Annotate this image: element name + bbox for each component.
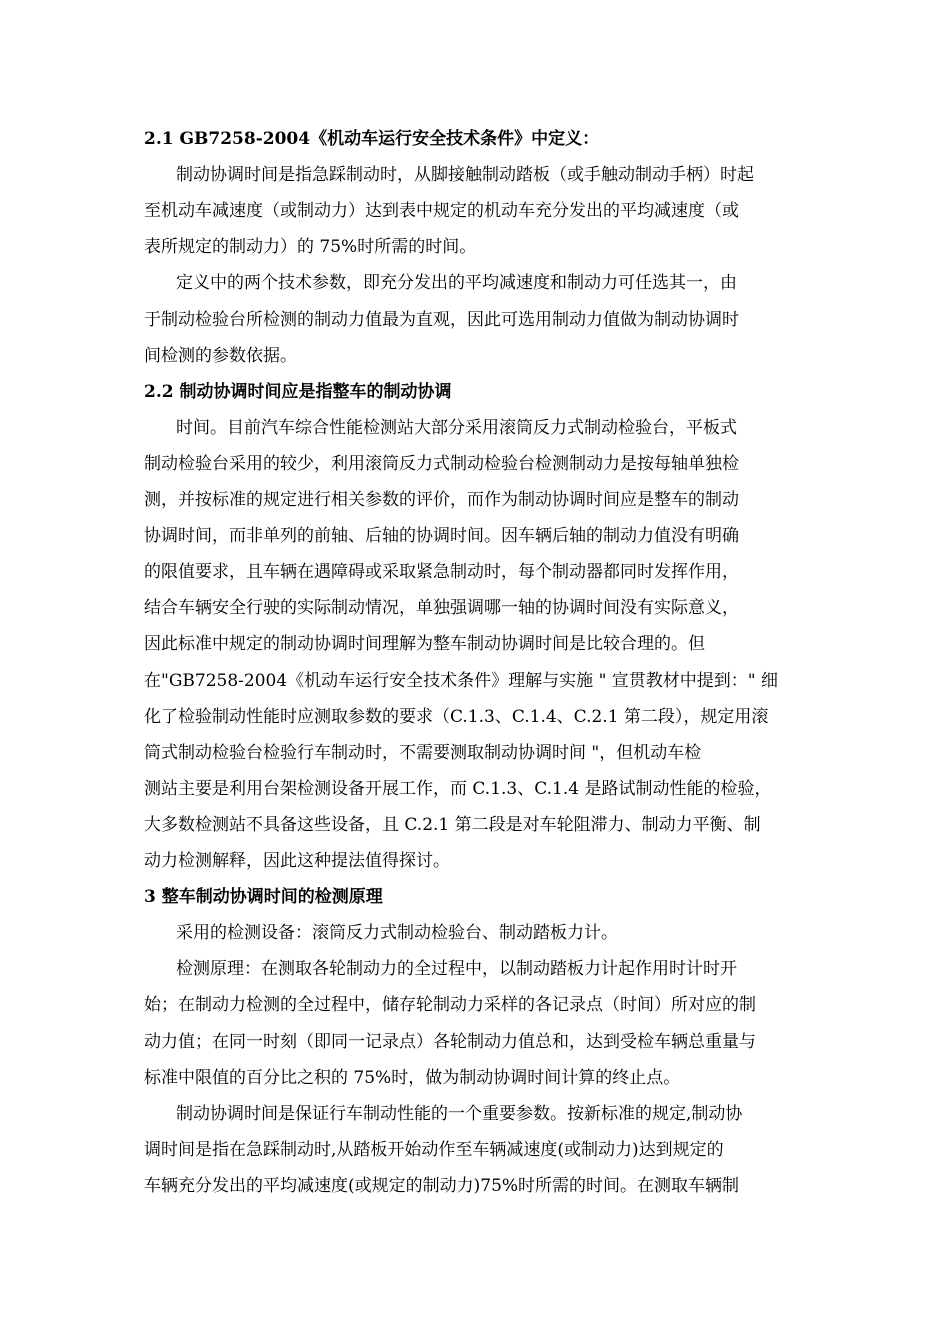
paragraph-line: 时间。目前汽车综合性能检测站大部分采用滚筒反力式制动检验台，平板式: [176, 418, 737, 438]
paragraph-line: 动力检测解释，因此这种提法值得探讨。: [144, 851, 450, 871]
paragraph-line: 检测原理：在测取各轮制动力的全过程中，以制动踏板力计起作用时计时开: [176, 959, 737, 979]
paragraph-line: 车辆充分发出的平均减速度(或规定的制动力)75%时所需的时间。在测取车辆制: [144, 1176, 740, 1196]
section-heading: 2.2 制动协调时间应是指整车的制动协调: [144, 382, 452, 402]
paragraph-line: 制动协调时间是保证行车制动性能的一个重要参数。按新标准的规定,制动协: [176, 1104, 743, 1124]
paragraph-line: 表所规定的制动力）的 75%时所需的时间。: [144, 237, 477, 257]
paragraph-line: 定义中的两个技术参数，即充分发出的平均减速度和制动力可任选其一，由: [176, 273, 737, 293]
paragraph-line: 大多数检测站不具备这些设备，且 C.2.1 第二段是对车轮阻滞力、制动力平衡、制: [144, 815, 761, 835]
section-heading: 2.1 GB7258-2004《机动车运行安全技术条件》中定义：: [144, 129, 600, 149]
paragraph-line: 筒式制动检验台检验行车制动时，不需要测取制动协调时间 "，但机动车检: [144, 743, 702, 763]
paragraph-line: 标准中限值的百分比之积的 75%时，做为制动协调时间计算的终止点。: [144, 1068, 681, 1088]
paragraph-line: 调时间是指在急踩制动时,从踏板开始动作至车辆减速度(或制动力)达到规定的: [144, 1140, 724, 1160]
paragraph-line: 化了检验制动性能时应测取参数的要求（C.1.3、C.1.4、C.2.1 第二段），规定用滚: [144, 707, 769, 727]
paragraph-line: 至机动车减速度（或制动力）达到表中规定的机动车充分发出的平均减速度（或: [144, 201, 739, 221]
paragraph-line: 因此标准中规定的制动协调时间理解为整车制动协调时间是比较合理的。但: [144, 634, 705, 654]
section-heading: 3 整车制动协调时间的检测原理: [144, 887, 383, 907]
paragraph-line: 间检测的参数依据。: [144, 346, 297, 366]
paragraph-line: 测站主要是利用台架检测设备开展工作，而 C.1.3、C.1.4 是路试制动性能的检验，: [144, 779, 772, 799]
paragraph-line: 的限值要求，且车辆在遇障碍或采取紧急制动时，每个制动器都同时发挥作用，: [144, 562, 739, 582]
paragraph-line: 协调时间，而非单列的前轴、后轴的协调时间。因车辆后轴的制动力值没有明确: [144, 526, 739, 546]
paragraph-line: 制动检验台采用的较少，利用滚筒反力式制动检验台检测制动力是按每轴单独检: [144, 454, 739, 474]
paragraph-line: 测，并按标准的规定进行相关参数的评价，而作为制动协调时间应是整车的制动: [144, 490, 739, 510]
paragraph-line: 结合车辆安全行驶的实际制动情况，单独强调哪一轴的协调时间没有实际意义，: [144, 598, 739, 618]
paragraph-line: 于制动检验台所检测的制动力值最为直观，因此可选用制动力值做为制动协调时: [144, 310, 739, 330]
paragraph-line: 采用的检测设备：滚筒反力式制动检验台、制动踏板力计。: [176, 923, 618, 943]
paragraph-line: 制动协调时间是指急踩制动时，从脚接触制动踏板（或手触动制动手柄）时起: [176, 165, 754, 185]
paragraph-line: 在"GB7258-2004《机动车运行安全技术条件》理解与实施 " 宣贯教材中提到：" 细: [144, 671, 779, 691]
paragraph-line: 始；在制动力检测的全过程中，储存轮制动力采样的各记录点（时间）所对应的制: [144, 995, 756, 1015]
paragraph-line: 动力值；在同一时刻（即同一记录点）各轮制动力值总和，达到受检车辆总重量与: [144, 1032, 756, 1052]
